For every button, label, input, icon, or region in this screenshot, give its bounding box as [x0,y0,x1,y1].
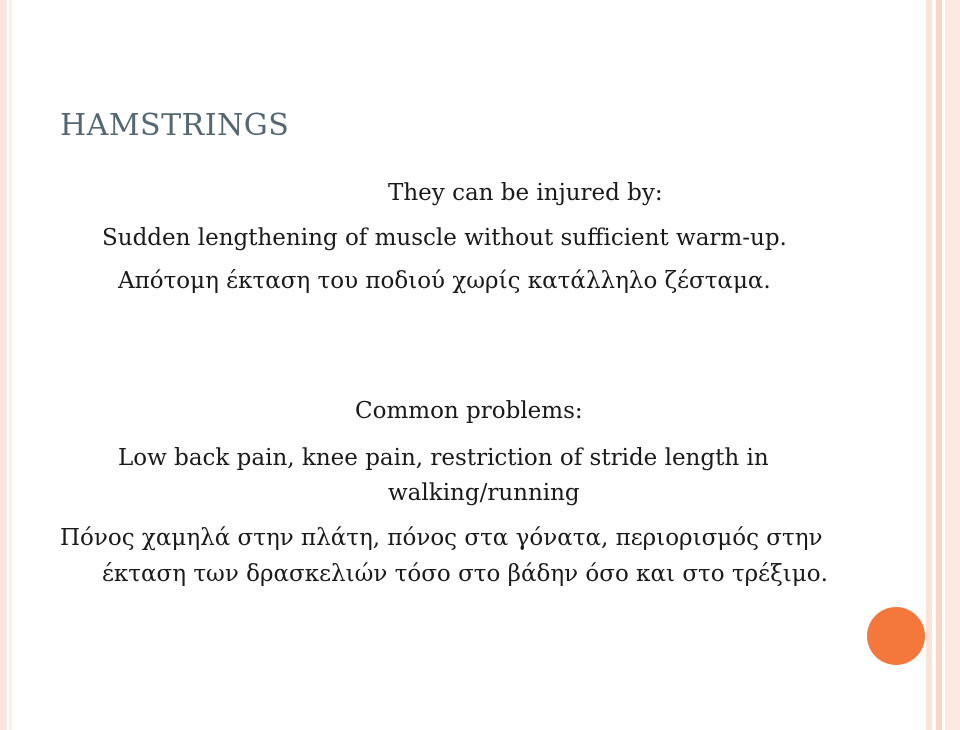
injury-cause-english: Sudden lengthening of muscle without sufficient warm-up. [102,225,787,251]
problems-english-line1: Low back pain, knee pain, restriction of stride length in [118,445,769,471]
injury-cause-greek: Απότομη έκταση του ποδιού χωρίς κατάλληλο ζέσταμα. [118,268,771,294]
problems-heading: Common problems: [355,398,583,424]
slide-title: HAMSTRINGS [60,108,290,143]
injury-heading: They can be injured by: [388,180,663,206]
problems-greek-line1: Πόνος χαμηλά στην πλάτη, πόνος στα γόνατα, περιορισμός στην [60,525,823,551]
left-decorative-stripe [0,0,12,730]
problems-english-line2: walking/running [388,480,580,506]
right-decorative-stripes [920,0,960,730]
orange-circle-decoration [867,607,925,665]
problems-greek-line2: έκταση των δρασκελιών τόσο στο βάδην όσο και στο τρέξιμο. [102,561,828,587]
